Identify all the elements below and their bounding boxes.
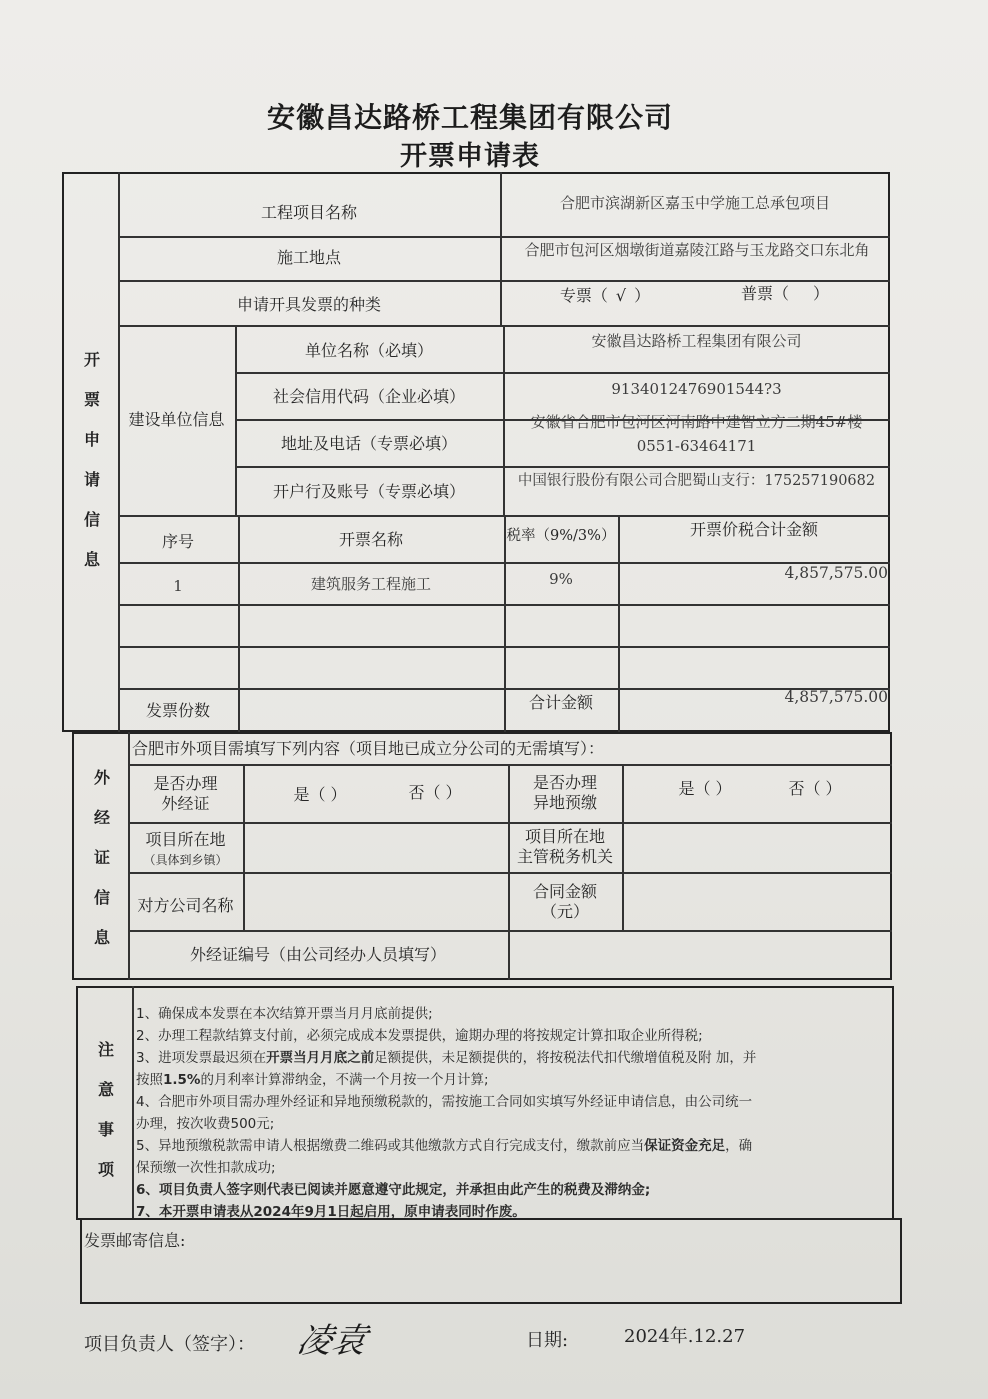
date-label: 日期: bbox=[526, 1330, 569, 1351]
total-amount-label: 合计金额 bbox=[528, 693, 593, 712]
tax-office-label: 项目所在地 主管税务机关 bbox=[516, 827, 613, 866]
col-header-name: 开票名称 bbox=[338, 530, 403, 549]
note-3-cont: 按照1.5%的月利率计算滞纳金，不满一个月按一个月计算; bbox=[136, 1072, 489, 1088]
normal-invoice-option[interactable]: 普票（ ） bbox=[740, 284, 830, 303]
outbound-cert-question: 是否办理 外经证 bbox=[153, 774, 218, 813]
builder-info-label: 建设单位信息 bbox=[128, 410, 225, 429]
prepay-question: 是否办理 异地预缴 bbox=[532, 773, 597, 812]
outbound-cert-label: 外 经 证 信 息 bbox=[93, 768, 110, 947]
site-label: 施工地点 bbox=[276, 248, 341, 267]
notes-label: 注 意 事 项 bbox=[97, 1040, 114, 1179]
row1-name: 建筑服务工程施工 bbox=[310, 575, 431, 593]
outbound-cert-yes[interactable]: 是（ ） bbox=[293, 785, 347, 804]
signer-label: 项目负责人（签字）： bbox=[84, 1334, 255, 1355]
invoice-type-label: 申请开具发票的种类 bbox=[236, 295, 381, 314]
col-header-rate: 税率（9%/3%） bbox=[506, 528, 616, 544]
prepay-no[interactable]: 否（ ） bbox=[788, 779, 842, 798]
credit-code-value: 9134012476901544?3 bbox=[611, 380, 782, 398]
invoice-info-label: 开 票 申 请 信 息 bbox=[83, 350, 100, 569]
special-invoice-option[interactable]: 专票（ √ ） bbox=[559, 286, 651, 305]
address-phone-label: 地址及电话（专票必填） bbox=[280, 434, 457, 453]
unit-name-label: 单位名称（必填） bbox=[304, 341, 433, 360]
outbound-intro: 合肥市外项目需填写下列内容（项目地已成立分公司的无需填写）： bbox=[132, 739, 605, 758]
note-7: 7、本开票申请表从2024年9月1日起启用，原申请表同时作废。 bbox=[136, 1204, 526, 1220]
row1-no: 1 bbox=[173, 577, 183, 595]
note-4-cont: 办理，按次收费500元; bbox=[136, 1116, 275, 1132]
outbound-cert-no[interactable]: 否（ ） bbox=[408, 783, 462, 802]
invoice-count-value bbox=[238, 690, 504, 732]
contract-amount-label: 合同金额 （元） bbox=[532, 882, 597, 921]
site-value: 合肥市包河区烟墩街道嘉陵江路与玉龙路交口东北角 bbox=[524, 240, 870, 259]
note-5: 5、异地预缴税款需申请人根据缴费二维码或其他缴款方式自行完成支付，缴款前应当保证资金充足，确 bbox=[136, 1138, 753, 1154]
special-invoice-check[interactable]: √ bbox=[615, 286, 627, 305]
project-name-value: 合肥市滨湖新区嘉玉中学施工总承包项目 bbox=[559, 194, 830, 212]
credit-code-label: 社会信用代码（企业必填） bbox=[272, 387, 465, 406]
bank-account-label: 开户行及账号（专票必填） bbox=[272, 481, 465, 501]
phone-value: 0551-63464171 bbox=[636, 437, 757, 455]
note-4: 4、合肥市外项目需办理外经证和异地预缴税款的，需按施工合同如实填写外经证申请信息，由公司统一 bbox=[136, 1094, 753, 1110]
note-1: 1、确保成本发票在本次结算开票当月月底前提供; bbox=[136, 1006, 433, 1022]
counterparty-label: 对方公司名称 bbox=[137, 896, 234, 915]
note-2: 2、办理工程款结算支付前，必须完成成本发票提供，逾期办理的将按规定计算扣取企业所得税; bbox=[136, 1028, 703, 1044]
form-title: 开票申请表 bbox=[400, 141, 540, 172]
unit-name-value: 安徽昌达路桥工程集团有限公司 bbox=[591, 332, 802, 350]
cert-number-label: 外经证编号（由公司经办人员填写） bbox=[189, 945, 446, 964]
note-6: 6、项目负责人签字则代表已阅读并愿意遵守此规定，并承担由此产生的税费及滞纳金; bbox=[136, 1182, 651, 1198]
col-header-no: 序号 bbox=[161, 532, 194, 551]
note-3: 3、进项发票最迟须在开票当月月底之前足额提供，未足额提供的，将按税法代扣代缴增值税及附 加，并 bbox=[136, 1050, 757, 1066]
address-value: 安徽省合肥市包河区河南路中建智立方二期45#楼 bbox=[530, 413, 863, 431]
signature: 凌袁 bbox=[293, 1321, 371, 1361]
notes-list bbox=[136, 1003, 888, 1223]
note-5-cont: 保预缴一次性扣款成功; bbox=[136, 1160, 276, 1176]
date-value: 2024年.12.27 bbox=[624, 1326, 746, 1347]
mailing-label: 发票邮寄信息: bbox=[84, 1231, 186, 1250]
row1-amount: 4,857,575.00 bbox=[784, 564, 888, 582]
invoice-count-label: 发票份数 bbox=[145, 701, 210, 720]
row1-rate: 9% bbox=[549, 570, 573, 588]
total-amount-value: 4,857,575.00 bbox=[784, 688, 888, 706]
project-name-label: 工程项目名称 bbox=[260, 203, 357, 222]
prepay-yes[interactable]: 是（ ） bbox=[678, 779, 732, 798]
bank-account-value: 中国银行股份有限公司合肥蜀山支行：175257190682 bbox=[517, 472, 876, 489]
col-header-amount: 开票价税合计金额 bbox=[689, 520, 818, 539]
project-location-label: 项目所在地 （具体到乡镇） bbox=[143, 830, 228, 867]
company-title: 安徽昌达路桥工程集团有限公司 bbox=[266, 101, 673, 134]
